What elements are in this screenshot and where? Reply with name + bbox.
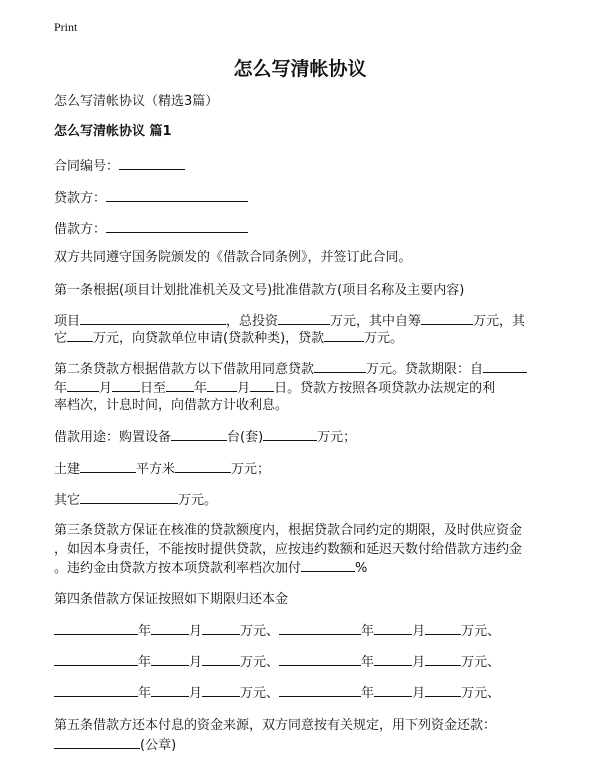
blank <box>54 652 138 666</box>
text: 日至 <box>140 381 167 396</box>
text: 月 <box>189 624 203 639</box>
blank <box>166 378 194 392</box>
blank <box>301 558 355 572</box>
text: 月 <box>412 655 426 670</box>
blank <box>80 459 136 473</box>
blank <box>483 359 527 373</box>
blank <box>54 735 140 749</box>
text: 它 <box>54 331 68 346</box>
use-label: 借款用途：购置设备 <box>54 430 172 445</box>
blank <box>421 311 473 325</box>
text: 年 <box>138 686 152 701</box>
blank <box>314 359 366 373</box>
article-3-line-2: ，如因本身责任，不能按时提供贷款，应按违约数额和延迟天数付给借款方违约金 <box>54 542 523 557</box>
repay-row <box>54 621 500 642</box>
intro-paragraph: 双方共同遵守国务院颁发的《借款合同条例》，并签订此合同。 <box>54 250 412 265</box>
text: 万元、 <box>461 686 501 701</box>
borrower-blank <box>106 219 248 233</box>
blank <box>374 652 412 666</box>
blank <box>279 683 361 697</box>
blank <box>175 459 231 473</box>
contract-number-label: 合同编号： <box>54 159 120 174</box>
text: 月 <box>412 686 426 701</box>
blank <box>151 621 189 635</box>
text: 年 <box>361 624 375 639</box>
text: 年 <box>361 686 375 701</box>
text: 万元、 <box>240 655 280 670</box>
text: 年 <box>54 381 68 396</box>
subtitle: 怎么写清帐协议（精选3篇） <box>54 94 219 109</box>
article-3-line-1: 第三条贷款方保证在核准的贷款额度内，根据贷款合同约定的期限，及时供应资金 <box>54 523 523 538</box>
blank <box>278 311 330 325</box>
civil-row <box>54 459 270 480</box>
project-line-2 <box>54 328 403 349</box>
text: % <box>355 561 368 576</box>
civil-label: 土建 <box>54 462 81 477</box>
blank <box>207 378 237 392</box>
text: 万元； <box>317 430 357 445</box>
contract-number-blank <box>119 156 185 170</box>
text: 日。贷款方按照各项贷款办法规定的利 <box>274 381 496 396</box>
use-row <box>54 427 356 448</box>
other-row <box>54 490 217 511</box>
text: 年 <box>361 655 375 670</box>
loan-term-label: 万元。贷款期限：自 <box>366 362 484 377</box>
borrower-row <box>54 219 248 240</box>
blank <box>425 652 461 666</box>
borrower-label: 借款方： <box>54 222 107 237</box>
article-3-line-3 <box>54 558 367 579</box>
blank <box>112 378 140 392</box>
blank <box>263 427 317 441</box>
loan-apply-label: 万元，向贷款单位申请(贷款种类)，贷款 <box>93 331 325 346</box>
text: 月 <box>237 381 251 396</box>
text: 月 <box>99 381 113 396</box>
blank <box>151 652 189 666</box>
print-label: Print <box>54 20 78 34</box>
blank <box>425 683 461 697</box>
blank <box>80 311 226 325</box>
blank <box>80 490 178 504</box>
blank <box>324 328 364 342</box>
text: 台(套) <box>227 430 264 445</box>
blank <box>54 683 138 697</box>
section-heading: 怎么写清帐协议 篇1 <box>54 124 172 139</box>
blank <box>202 621 240 635</box>
total-investment-label: ，总投资 <box>226 314 279 329</box>
repay-row <box>54 683 500 704</box>
article-5-seal-row <box>54 735 176 756</box>
text: 万元。 <box>364 331 404 346</box>
page-title: 怎么写清帐协议 <box>233 58 367 80</box>
blank <box>151 683 189 697</box>
text: 年 <box>138 655 152 670</box>
article-5: 第五条借款方还本付息的资金来源，双方同意按有关规定，用下列资金还款： <box>54 718 497 733</box>
lender-blank <box>106 188 248 202</box>
article-2-line-1 <box>54 359 527 380</box>
self-raised-label: 万元，其中自筹 <box>330 314 422 329</box>
text: 万元； <box>231 462 271 477</box>
blank <box>279 652 361 666</box>
contract-number-row <box>54 156 185 177</box>
text: 万元、 <box>461 655 501 670</box>
blank <box>425 621 461 635</box>
text: 。违约金由贷款方按本项贷款利率档次加付 <box>54 561 302 576</box>
lender-row <box>54 188 248 209</box>
text: 平方米 <box>136 462 176 477</box>
repay-row <box>54 652 500 673</box>
blank <box>202 652 240 666</box>
text: 第二条贷款方根据借款方以下借款用同意贷款 <box>54 362 315 377</box>
text: 万元、 <box>240 686 280 701</box>
text: 月 <box>412 624 426 639</box>
other-label: 其它 <box>54 493 81 508</box>
article-2-line-3: 率档次，计息时间，向借款方计收利息。 <box>54 398 289 413</box>
text: 万元、 <box>461 624 501 639</box>
blank <box>202 683 240 697</box>
blank <box>374 621 412 635</box>
text: 年 <box>194 381 208 396</box>
blank <box>67 328 93 342</box>
blank <box>54 621 138 635</box>
text: 万元，其 <box>473 314 526 329</box>
text: 万元。 <box>178 493 218 508</box>
text: 月 <box>189 686 203 701</box>
project-label: 项目 <box>54 314 81 329</box>
article-4: 第四条借款方保证按照如下期限归还本金 <box>54 592 289 607</box>
text: 年 <box>138 624 152 639</box>
text: 月 <box>189 655 203 670</box>
seal-label: (公章) <box>140 738 177 753</box>
blank <box>279 621 361 635</box>
blank <box>171 427 227 441</box>
text: 万元、 <box>240 624 280 639</box>
article-1: 第一条根据(项目计划批准机关及文号)批准借款方(项目名称及主要内容) <box>54 283 465 298</box>
blank <box>67 378 99 392</box>
blank <box>374 683 412 697</box>
lender-label: 贷款方： <box>54 191 107 206</box>
blank <box>250 378 274 392</box>
